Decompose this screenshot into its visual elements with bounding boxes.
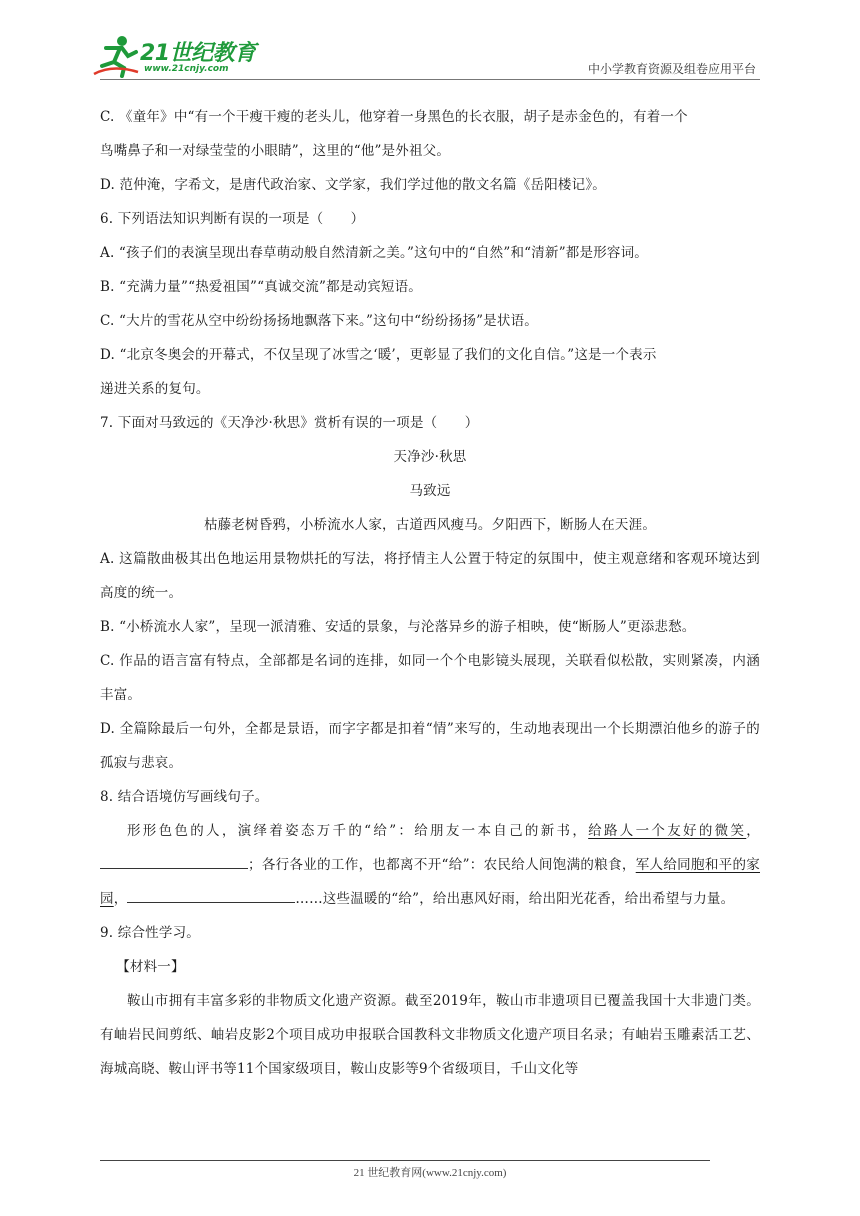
q7-option-d: D. 全篇除最后一句外，全都是景语，而字字都是扣着“情”来写的，生动地表现出一个长期漂泊他乡的游子的孤寂与悲哀。 <box>100 721 760 771</box>
q7-option-c: C. 作品的语言富有特点，全部都是名词的连排，如同一个个电影镜头展现，关联看似松散，实则紧凑，内涵丰富。 <box>100 653 760 703</box>
q8-text-5: ……这些温暖的“给”，给出惠风好雨，给出阳光花香，给出希望与力量。 <box>295 891 735 907</box>
q8-text-3: ；各行各业的工作，也都离不开“给”：农民给人间饱满的粮食， <box>248 857 636 873</box>
q5-option-c-line1: C. 《童年》中“有一个干瘦干瘦的老头儿，他穿着一身黑色的长衣服，胡子是赤金色的，有着一个 <box>100 109 688 125</box>
footer-text: 21 世纪教育网(www.21cnjy.com) <box>353 1167 507 1179</box>
q6-option-d-line2: 递进关系的复句。 <box>100 381 210 397</box>
logo-url: www.21cnjy.com <box>144 64 229 74</box>
q8-text-1: 形形色色的人，演绎着姿态万千的“给”：给朋友一本自己的新书， <box>127 823 589 839</box>
header-divider <box>100 79 760 80</box>
document-body <box>100 100 760 1086</box>
q9-stem: 9. 综合性学习。 <box>100 925 200 941</box>
site-logo[interactable] <box>92 34 262 80</box>
q8-underlined-2: 军人给同胞和平的家园 <box>100 857 760 907</box>
material-label: 【材料一】 <box>116 959 185 975</box>
q7-stem: 7. 下面对马致远的《天净沙·秋思》赏析有误的一项是（ ） <box>100 415 479 431</box>
q6-option-b: B. “充满力量”“热爱祖国”“真诚交流”都是动宾短语。 <box>100 279 423 295</box>
q5-option-d: D. 范仲淹，字希文，是唐代政治家、文学家，我们学过他的散文名篇《岳阳楼记》。 <box>100 177 606 193</box>
q8-underlined-1: 给路人一个友好的微笑 <box>588 823 747 839</box>
q6-option-a: A. “孩子们的表演呈现出春草萌动般自然清新之美。”这句中的“自然”和“清新”都是形容词。 <box>100 245 648 261</box>
q8-blank-2[interactable] <box>127 884 295 903</box>
footer-divider <box>100 1160 710 1161</box>
q8-stem: 8. 结合语境仿写画线句子。 <box>100 789 269 805</box>
poem-author: 马致远 <box>409 483 451 499</box>
q7-option-a: A. 这篇散曲极其出色地运用景物烘托的写法，将抒情主人公置于特定的氛围中，使主观意绪和客观环境达到高度的统一。 <box>100 551 760 601</box>
q6-option-d-line1: D. “北京冬奥会的开幕式，不仅呈现了冰雪之‘暖’，更彰显了我们的文化自信。”这是一个表示 <box>100 347 657 363</box>
q8-blank-1[interactable] <box>100 850 248 869</box>
q6-stem: 6. 下列语法知识判断有误的一项是（ ） <box>100 211 365 227</box>
q8-text-2: ， <box>746 823 760 839</box>
logo-text: 21世纪教育 <box>140 41 256 66</box>
q5-option-c-line2: 鸟嘴鼻子和一对绿莹莹的小眼睛”，这里的“他”是外祖父。 <box>100 143 451 159</box>
q8-passage <box>100 814 760 916</box>
q8-text-4: ， <box>113 891 128 907</box>
material-text: 鞍山市拥有丰富多彩的非物质文化遗产资源。截至2019年，鞍山市非遗项目已覆盖我国十大非遗门类。有岫岩民间剪纸、岫岩皮影2个项目成功申报联合国教科文非物质文化遗产项目名录；有岫岩玉雕素活工艺、海城高晓、鞍山评书等11个国家级项目，鞍山皮影等9个省级项目，千山文化等 <box>100 993 760 1077</box>
poem-body: 枯藤老树昏鸦，小桥流水人家，古道西风瘦马。夕阳西下，断肠人在天涯。 <box>203 517 657 533</box>
poem-title: 天净沙·秋思 <box>393 449 467 465</box>
runner-logo-icon <box>92 34 140 78</box>
q6-option-c: C. “大片的雪花从空中纷纷扬扬地飘落下来。”这句中“纷纷扬扬”是状语。 <box>100 313 538 329</box>
platform-name: 中小学教育资源及组卷应用平台 <box>587 62 756 76</box>
page-header <box>0 0 860 90</box>
q7-option-b: B. “小桥流水人家”，呈现一派清雅、安适的景象，与沦落异乡的游子相映，使“断肠人”更添悲愁。 <box>100 619 696 635</box>
